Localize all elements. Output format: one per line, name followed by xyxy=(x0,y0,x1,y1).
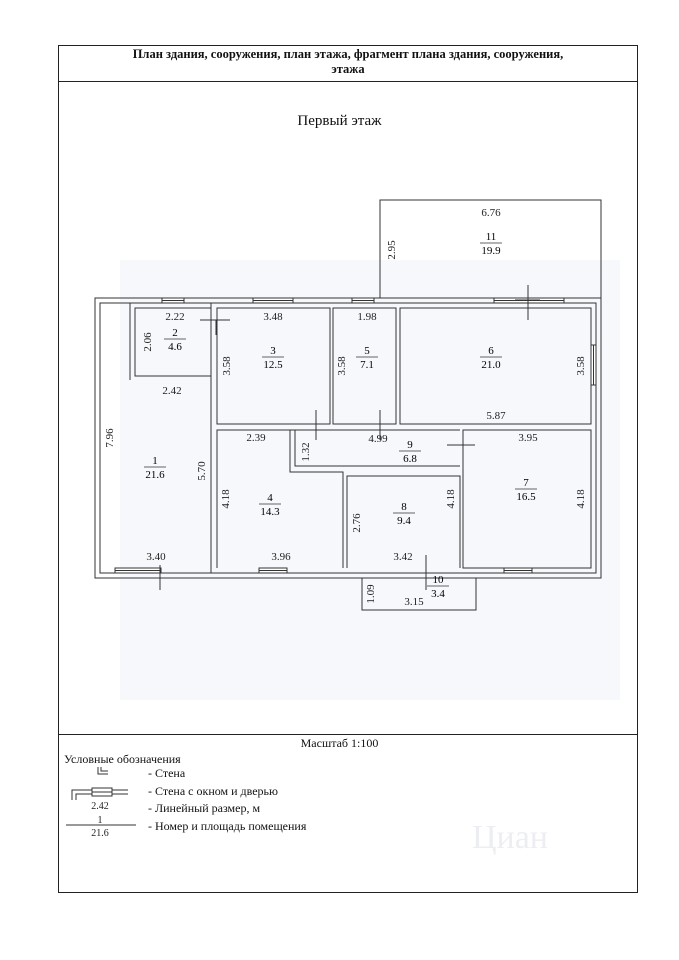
room-area: 6.8 xyxy=(403,453,417,465)
legend-wall-symbol xyxy=(98,767,108,774)
dim-2-39: 2.39 xyxy=(246,432,266,444)
scale-separator xyxy=(58,734,638,735)
dim-2-06: 2.06 xyxy=(142,332,154,352)
room-area: 12.5 xyxy=(263,359,283,371)
window-room-7 xyxy=(504,568,532,573)
window-room-6-side xyxy=(591,345,596,385)
room-area: 21.0 xyxy=(481,359,501,371)
room-area: 4.6 xyxy=(168,341,182,353)
plan-background xyxy=(120,260,620,700)
room-area: 3.4 xyxy=(431,588,445,600)
window-room-4 xyxy=(259,568,287,573)
window-room-2 xyxy=(162,298,184,303)
dim-4-99: 4.99 xyxy=(368,433,388,445)
dim-2-42: 2.42 xyxy=(162,385,182,397)
watermark: Циан xyxy=(471,819,549,856)
room-area: 14.3 xyxy=(260,506,280,518)
room-label-11 xyxy=(480,231,502,257)
dim-4-18-room4: 4.18 xyxy=(220,489,232,509)
room-number: 6 xyxy=(488,345,494,357)
room-area: 9.4 xyxy=(397,515,411,527)
legend-wall-window-door: - Стена с окном и дверью xyxy=(148,784,278,798)
legend-window-door-symbol xyxy=(72,788,128,800)
window-room-5 xyxy=(352,298,374,303)
legend-linear-dim: - Линейный размер, м xyxy=(148,801,261,815)
window-room-1 xyxy=(115,568,161,573)
legend-title: Условные обозначения xyxy=(64,752,181,766)
legend-sample-dim: 2.42 xyxy=(91,801,109,812)
legend-samples xyxy=(91,801,109,839)
window-room-3 xyxy=(253,298,293,303)
dim-6-76: 6.76 xyxy=(481,207,501,219)
dim-3-96: 3.96 xyxy=(271,551,291,563)
dim-2-76: 2.76 xyxy=(351,513,363,533)
dim-4-18-room8: 4.18 xyxy=(445,489,457,509)
dim-3-58-room5: 3.58 xyxy=(336,356,348,376)
room-area: 7.1 xyxy=(360,359,374,371)
legend-room-num-area: - Номер и площадь помещения xyxy=(148,819,307,833)
room-number: 11 xyxy=(485,231,497,243)
dim-7-96: 7.96 xyxy=(104,428,116,448)
floor-title: Первый этаж xyxy=(297,113,382,129)
room-area: 16.5 xyxy=(516,491,536,503)
legend-sample-area: 21.6 xyxy=(91,828,109,839)
room-number: 10 xyxy=(432,574,444,586)
dim-3-42: 3.42 xyxy=(393,551,413,563)
room-number: 1 xyxy=(152,455,158,467)
room-area: 21.6 xyxy=(145,469,165,481)
scale-label: Масштаб 1:100 xyxy=(300,736,379,750)
dim-2-95: 2.95 xyxy=(386,240,398,260)
dim-3-58-room3: 3.58 xyxy=(221,356,233,376)
dim-3-48: 3.48 xyxy=(263,311,283,323)
dim-3-58-room6: 3.58 xyxy=(575,356,587,376)
document-title-line1: План здания, сооружения, план этажа, фрагмент плана здания, сооружения, xyxy=(132,47,564,61)
room-number: 8 xyxy=(401,501,407,513)
room-area: 19.9 xyxy=(481,245,501,257)
room-number: 7 xyxy=(523,477,529,489)
room-number: 4 xyxy=(267,492,273,504)
room-number: 9 xyxy=(407,439,413,451)
dim-5-87: 5.87 xyxy=(486,410,506,422)
dim-5-70: 5.70 xyxy=(196,461,208,481)
legend-wall: - Стена xyxy=(148,766,186,780)
dim-3-95: 3.95 xyxy=(518,432,538,444)
room-number: 5 xyxy=(364,345,370,357)
dim-1-98: 1.98 xyxy=(357,311,377,323)
dim-1-09: 1.09 xyxy=(365,584,377,604)
dim-1-32: 1.32 xyxy=(300,442,312,462)
room-number: 2 xyxy=(172,327,178,339)
legend-sample-num: 1 xyxy=(97,815,103,826)
room-number: 3 xyxy=(270,345,276,357)
dim-3-15: 3.15 xyxy=(404,596,424,608)
dim-2-22: 2.22 xyxy=(165,311,185,323)
document-title-line2: этажа xyxy=(331,62,365,76)
dim-4-18-room7: 4.18 xyxy=(575,489,587,509)
dim-3-40: 3.40 xyxy=(146,551,166,563)
